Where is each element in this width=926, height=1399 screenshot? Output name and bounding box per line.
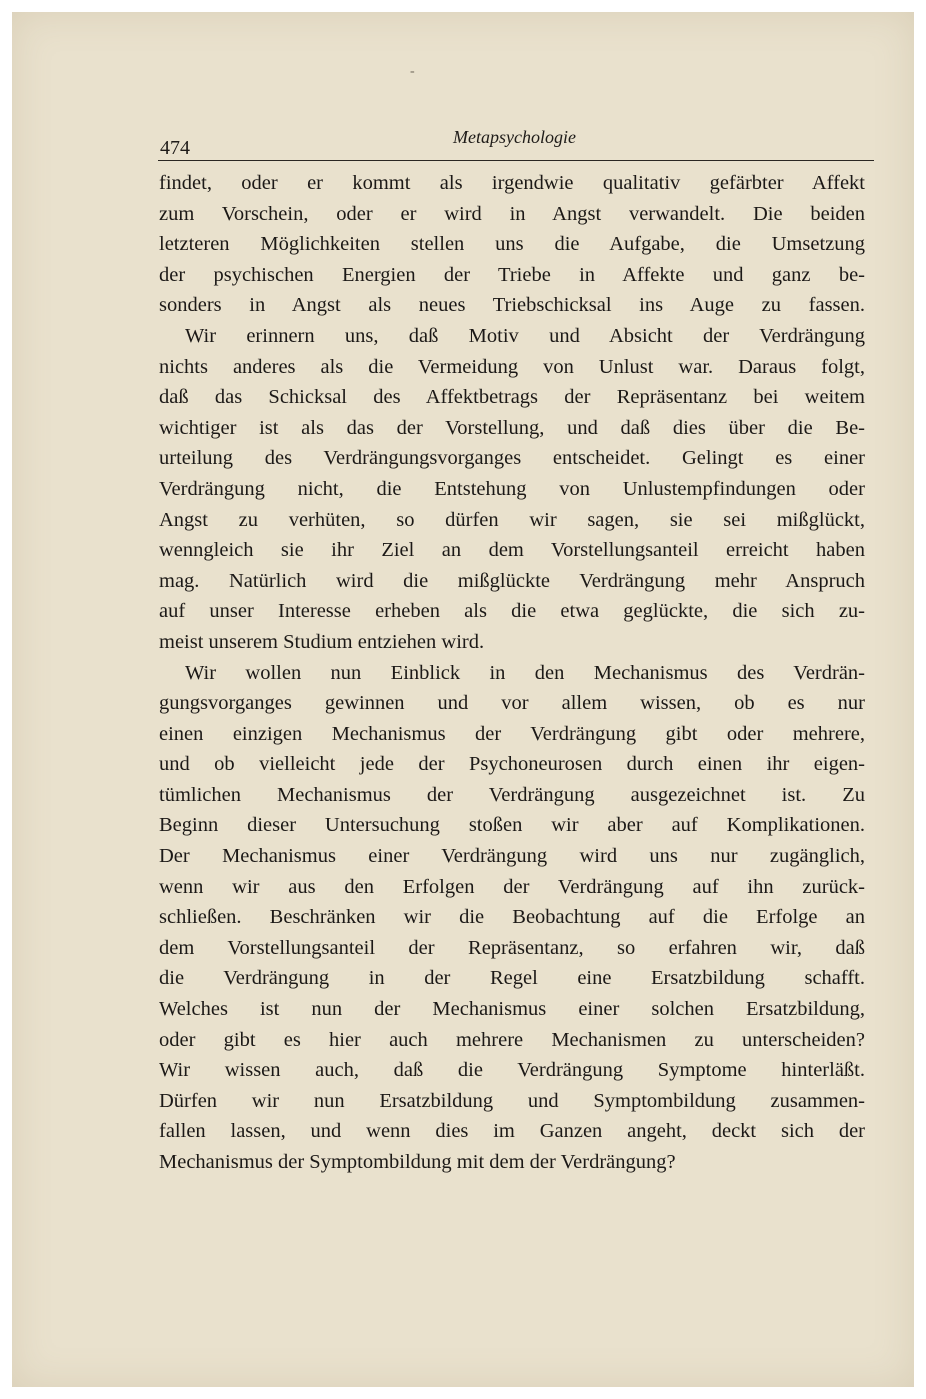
text-line: die Verdrängung in der Regel eine Ersatzbildung schafft. bbox=[159, 967, 865, 990]
text-line: Verdrängung nicht, die Entstehung von Unlustempfindungen oder bbox=[159, 477, 865, 500]
text-line: einen einzigen Mechanismus der Verdrängung gibt oder mehrere, bbox=[159, 722, 865, 745]
book-page bbox=[12, 12, 914, 1387]
text-line: der psychischen Energien der Triebe in Affekte und ganz be- bbox=[159, 263, 865, 286]
text-line: fallen lassen, und wenn dies im Ganzen angeht, deckt sich der bbox=[159, 1120, 865, 1143]
text-line: tümlichen Mechanismus der Verdrängung ausgezeichnet ist. Zu bbox=[159, 783, 865, 806]
text-line: nichts anderes als die Vermeidung von Unlust war. Daraus folgt, bbox=[159, 355, 865, 378]
text-line: Dürfen wir nun Ersatzbildung und Symptombildung zusammen- bbox=[159, 1089, 865, 1112]
text-line: Der Mechanismus einer Verdrängung wird uns nur zugänglich, bbox=[159, 845, 865, 868]
text-line: zum Vorschein, oder er wird in Angst verwandelt. Die beiden bbox=[159, 202, 865, 225]
text-line: Beginn dieser Untersuchung stoßen wir aber auf Komplikationen. bbox=[159, 814, 865, 837]
text-line: Mechanismus der Symptombildung mit dem der Verdrängung? bbox=[159, 1151, 676, 1173]
body-text bbox=[159, 168, 865, 1178]
text-line: Wir wollen nun Einblick in den Mechanismus des Verdrän- bbox=[185, 661, 865, 684]
text-line: dem Vorstellungsanteil der Repräsentanz, so erfahren wir, daß bbox=[159, 936, 865, 959]
text-line: wenn wir aus den Erfolgen der Verdrängung auf ihn zurück- bbox=[159, 875, 865, 898]
page-top-mark: - bbox=[410, 64, 415, 79]
text-line: sonders in Angst als neues Triebschicksal ins Auge zu fassen. bbox=[159, 294, 865, 317]
text-line: Wir erinnern uns, daß Motiv und Absicht der Verdrängung bbox=[185, 324, 865, 347]
header-title: Metapsychologie bbox=[453, 127, 576, 147]
text-line: gungsvorganges gewinnen und vor allem wissen, ob es nur bbox=[159, 692, 865, 715]
page-number: 474 bbox=[160, 137, 190, 159]
text-line: und ob vielleicht jede der Psychoneurosen durch einen ihr eigen- bbox=[159, 753, 865, 776]
text-line: oder gibt es hier auch mehrere Mechanismen zu unterscheiden? bbox=[159, 1028, 865, 1051]
text-line: wichtiger ist als das der Vorstellung, und daß dies über die Be- bbox=[159, 416, 865, 439]
text-line: Angst zu verhüten, so dürfen wir sagen, sie sei mißglückt, bbox=[159, 508, 865, 531]
text-line: meist unserem Studium entziehen wird. bbox=[159, 630, 485, 653]
text-line: letzteren Möglichkeiten stellen uns die Aufgabe, die Umsetzung bbox=[159, 233, 865, 256]
text-line: auf unser Interesse erheben als die etwa geglückte, die sich zu- bbox=[159, 600, 865, 623]
text-line: wenngleich sie ihr Ziel an dem Vorstellungsanteil erreicht haben bbox=[159, 539, 865, 562]
text-line: Wir wissen auch, daß die Verdrängung Symptome hinterläßt. bbox=[159, 1059, 865, 1082]
text-line: schließen. Beschränken wir die Beobachtung auf die Erfolge an bbox=[159, 906, 865, 929]
text-line: urteilung des Verdrängungsvorganges entscheidet. Gelingt es einer bbox=[159, 447, 865, 470]
text-line: Welches ist nun der Mechanismus einer solchen Ersatzbildung, bbox=[159, 998, 865, 1021]
text-line: findet, oder er kommt als irgendwie qualitativ gefärbter Affekt bbox=[159, 172, 865, 194]
text-line: mag. Natürlich wird die mißglückte Verdrängung mehr Anspruch bbox=[159, 569, 865, 592]
text-line: daß das Schicksal des Affektbetrags der Repräsentanz bei weitem bbox=[159, 386, 865, 409]
running-header bbox=[158, 124, 874, 161]
